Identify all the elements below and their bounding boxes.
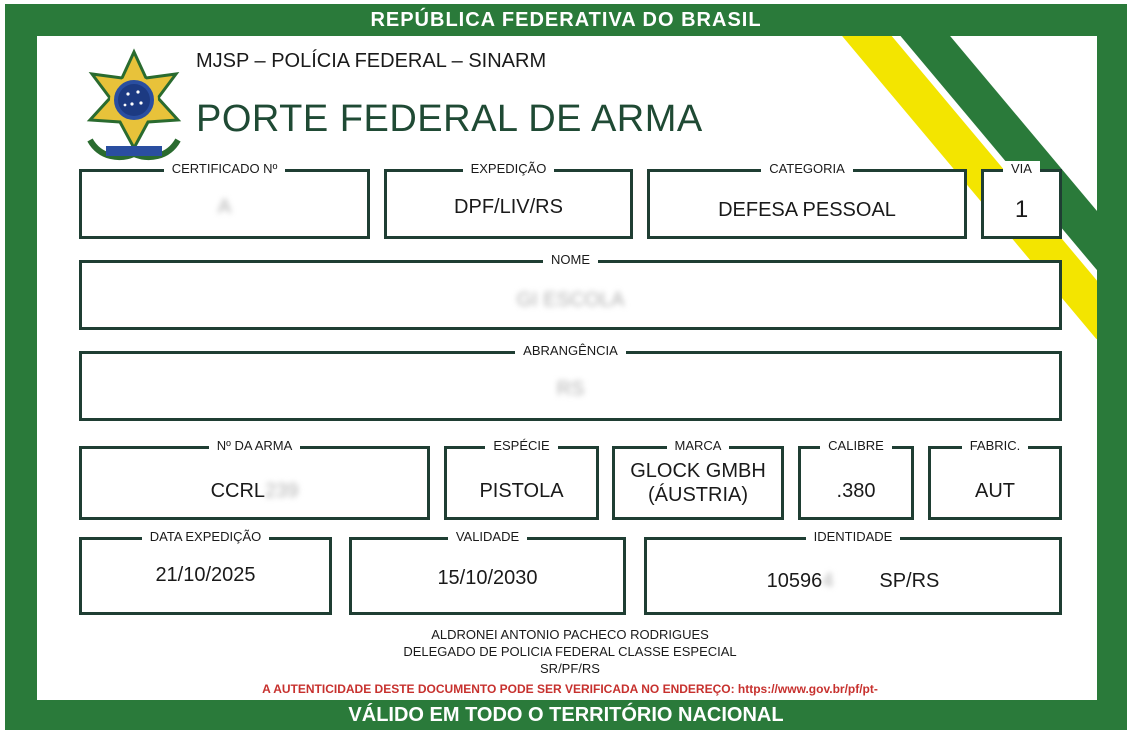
issue-date-value: 21/10/2025 bbox=[155, 564, 256, 586]
category-field bbox=[647, 161, 967, 239]
brand-label: MARCA bbox=[667, 438, 730, 453]
coverage-field bbox=[79, 343, 1062, 421]
issuer-label: EXPEDIÇÃO bbox=[463, 161, 555, 176]
brazil-coat-of-arms-icon bbox=[80, 48, 188, 164]
signer-unit: SR/PF/RS bbox=[540, 661, 600, 676]
via-value: 1 bbox=[1014, 196, 1029, 223]
brand-field bbox=[612, 438, 784, 520]
signer-name: ALDRONEI ANTONIO PACHECO RODRIGUES bbox=[431, 627, 709, 642]
signer-role: DELEGADO DE POLICIA FEDERAL CLASSE ESPECIAL bbox=[403, 644, 737, 659]
validity-label: VALIDADE bbox=[448, 529, 527, 544]
issuer-value: DPF/LIV/RS bbox=[454, 196, 563, 218]
certificate-number-label: CERTIFICADO Nº bbox=[164, 161, 286, 176]
manufacture-value: AUT bbox=[975, 480, 1015, 502]
identity-value: 105964 SP/RS bbox=[766, 570, 940, 592]
coverage-label: ABRANGÊNCIA bbox=[515, 343, 626, 358]
authenticity-notice: A AUTENTICIDADE DESTE DOCUMENTO PODE SER VERIFICADA NO ENDEREÇO: https://www.gov.br/pf/pt- bbox=[262, 682, 878, 696]
identity-redacted: 4 bbox=[822, 570, 834, 592]
manufacture-label: FABRIC. bbox=[962, 438, 1029, 453]
brand-value bbox=[615, 459, 781, 507]
coverage-value: RS bbox=[556, 378, 585, 400]
caliber-field bbox=[798, 438, 914, 520]
name-label: NOME bbox=[543, 252, 598, 267]
weapon-number-redacted: 239 bbox=[265, 480, 299, 502]
caliber-value: .380 bbox=[836, 480, 876, 502]
name-value: GI ESCOLA bbox=[516, 289, 625, 311]
brand-line-1: GLOCK GMBH bbox=[630, 460, 766, 482]
validity-field bbox=[349, 529, 626, 615]
issuer-field bbox=[384, 161, 633, 239]
weapon-number-value: CCRL239 bbox=[210, 480, 299, 502]
category-value: DEFESA PESSOAL bbox=[718, 199, 896, 221]
identity-label: IDENTIDADE bbox=[806, 529, 901, 544]
country-banner: REPÚBLICA FEDERATIVA DO BRASIL bbox=[370, 8, 762, 31]
species-label: ESPÉCIE bbox=[485, 438, 557, 453]
brand-line-2: (ÁUSTRIA) bbox=[648, 484, 748, 506]
issue-date-label: DATA EXPEDIÇÃO bbox=[142, 529, 270, 544]
issue-date-field bbox=[79, 529, 332, 615]
via-label: VIA bbox=[1003, 161, 1040, 176]
agency-line: MJSP – POLÍCIA FEDERAL – SINARM bbox=[196, 50, 547, 72]
identity-field bbox=[644, 529, 1062, 615]
category-label: CATEGORIA bbox=[761, 161, 853, 176]
weapon-number-label: Nº DA ARMA bbox=[209, 438, 301, 453]
document-title: PORTE FEDERAL DE ARMA bbox=[196, 98, 703, 140]
manufacture-field bbox=[928, 438, 1062, 520]
weapon-number-field bbox=[79, 438, 430, 520]
certificate-number-value: A bbox=[217, 196, 232, 218]
name-field bbox=[79, 252, 1062, 330]
validity-banner: VÁLIDO EM TODO O TERRITÓRIO NACIONAL bbox=[348, 703, 784, 726]
caliber-label: CALIBRE bbox=[820, 438, 892, 453]
species-field bbox=[444, 438, 599, 520]
certificate-number-field bbox=[79, 161, 370, 239]
validity-value: 15/10/2030 bbox=[437, 567, 538, 589]
species-value: PISTOLA bbox=[479, 480, 564, 502]
via-field bbox=[981, 161, 1062, 239]
